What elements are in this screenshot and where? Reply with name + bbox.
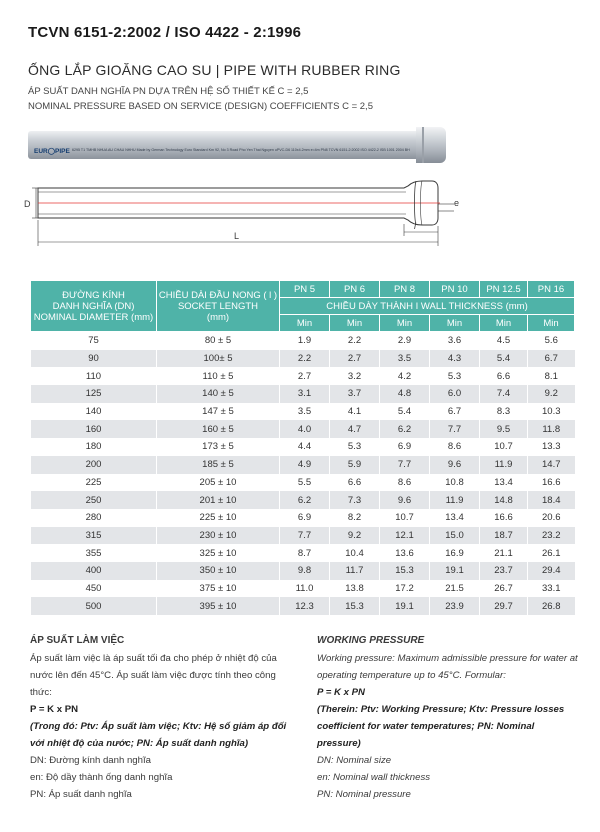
header-min: Min <box>380 315 430 332</box>
cell-nominal-diameter: 315 <box>31 527 157 545</box>
table-row <box>31 367 575 385</box>
cell-wall-thickness: 9.5 <box>480 420 528 438</box>
cell-wall-thickness: 11.0 <box>280 580 330 598</box>
cell-socket-length: 395 ± 10 <box>157 597 280 615</box>
cell-socket-length: 325 ± 10 <box>157 544 280 562</box>
cell-wall-thickness: 5.4 <box>480 350 528 368</box>
cell-wall-thickness: 7.3 <box>330 491 380 509</box>
spec-table <box>30 280 575 615</box>
cell-wall-thickness: 4.7 <box>330 420 380 438</box>
notes-vn-title: ÁP SUẤT LÀM VIỆC <box>30 635 125 646</box>
table-row <box>31 332 575 350</box>
header-pn-8: PN 8 <box>380 281 430 298</box>
cell-wall-thickness: 23.7 <box>480 562 528 580</box>
cell-wall-thickness: 6.2 <box>280 491 330 509</box>
table-row <box>31 491 575 509</box>
cell-wall-thickness: 4.3 <box>430 350 480 368</box>
table-row <box>31 562 575 580</box>
cell-wall-thickness: 21.1 <box>480 544 528 562</box>
product-subtitle: ỐNG LẮP GIOĂNG CAO SU | PIPE WITH RUBBER RING <box>28 62 401 78</box>
label-l-socket: l <box>414 221 416 231</box>
notes-vn-en: en: Độ dầy thành ống danh nghĩa <box>30 772 173 783</box>
cell-socket-length: 201 ± 10 <box>157 491 280 509</box>
notes-en-title: WORKING PRESSURE <box>317 635 425 646</box>
cell-wall-thickness: 5.9 <box>330 456 380 474</box>
cell-wall-thickness: 21.5 <box>430 580 480 598</box>
cell-wall-thickness: 18.4 <box>528 491 575 509</box>
table-row <box>31 544 575 562</box>
table-row <box>31 456 575 474</box>
cell-wall-thickness: 13.8 <box>330 580 380 598</box>
cell-wall-thickness: 1.9 <box>280 332 330 350</box>
cell-wall-thickness: 2.7 <box>280 367 330 385</box>
cell-nominal-diameter: 125 <box>31 385 157 403</box>
cell-wall-thickness: 4.5 <box>480 332 528 350</box>
cell-wall-thickness: 2.2 <box>330 332 380 350</box>
table-row <box>31 350 575 368</box>
notes-en-definitions: (Therein: Ptv: Working Pressure; Ktv: Pressure losses coefficient for water temperatures; PN: Nominal pressure) <box>317 704 565 749</box>
cell-wall-thickness: 6.9 <box>280 509 330 527</box>
cell-wall-thickness: 5.5 <box>280 474 330 492</box>
cell-wall-thickness: 12.1 <box>380 527 430 545</box>
cell-wall-thickness: 7.7 <box>430 420 480 438</box>
cell-wall-thickness: 8.6 <box>380 474 430 492</box>
cell-socket-length: 205 ± 10 <box>157 474 280 492</box>
pipe-brand-print: EUR◯PIPE <box>34 148 70 155</box>
cell-nominal-diameter: 400 <box>31 562 157 580</box>
pressure-note-en: NOMINAL PRESSURE BASED ON SERVICE (DESIGN) COEFFICIENTS C = 2,5 <box>28 101 373 112</box>
cell-wall-thickness: 4.9 <box>280 456 330 474</box>
cell-wall-thickness: 9.8 <box>280 562 330 580</box>
cell-wall-thickness: 2.9 <box>380 332 430 350</box>
notes-vn-formula: P = K x PN <box>30 704 79 715</box>
notes-en-pn: PN: Nominal pressure <box>317 789 411 800</box>
cell-wall-thickness: 13.6 <box>380 544 430 562</box>
cell-wall-thickness: 4.4 <box>280 438 330 456</box>
cell-socket-length: 375 ± 10 <box>157 580 280 598</box>
cell-wall-thickness: 11.8 <box>528 420 575 438</box>
notes-vn-pn: PN: Áp suất danh nghĩa <box>30 789 132 800</box>
cell-wall-thickness: 6.7 <box>430 403 480 421</box>
cell-nominal-diameter: 225 <box>31 474 157 492</box>
cell-wall-thickness: 3.2 <box>330 367 380 385</box>
cell-wall-thickness: 4.0 <box>280 420 330 438</box>
header-min: Min <box>480 315 528 332</box>
cell-socket-length: 140 ± 5 <box>157 385 280 403</box>
label-e: e <box>454 198 460 208</box>
cell-wall-thickness: 4.8 <box>380 385 430 403</box>
notes-en-paragraph: Working pressure: Maximum admissible pressure for water at operating temperature up to 45°C. Formular: <box>317 653 578 681</box>
cell-wall-thickness: 8.3 <box>480 403 528 421</box>
header-min: Min <box>528 315 575 332</box>
cell-wall-thickness: 3.5 <box>280 403 330 421</box>
cell-wall-thickness: 20.6 <box>528 509 575 527</box>
cell-wall-thickness: 14.7 <box>528 456 575 474</box>
cell-wall-thickness: 23.9 <box>430 597 480 615</box>
cell-wall-thickness: 11.9 <box>430 491 480 509</box>
cell-wall-thickness: 4.2 <box>380 367 430 385</box>
pressure-note-vn: ÁP SUẤT DANH NGHĨA PN DỰA TRÊN HỆ SỐ THIẾT KẾ C = 2,5 <box>28 86 309 97</box>
notes-vietnamese <box>30 632 292 803</box>
cell-wall-thickness: 14.8 <box>480 491 528 509</box>
cell-wall-thickness: 26.8 <box>528 597 575 615</box>
cell-wall-thickness: 5.4 <box>380 403 430 421</box>
header-socket-length: CHIỀU DÀI ĐẦU NONG ( l ) SOCKET LENGTH (mm) <box>157 281 280 332</box>
spec-table-body <box>31 332 575 616</box>
cell-wall-thickness: 10.8 <box>430 474 480 492</box>
header-pn-10: PN 10 <box>430 281 480 298</box>
header-min: Min <box>430 315 480 332</box>
cell-wall-thickness: 6.6 <box>330 474 380 492</box>
cell-socket-length: 185 ± 5 <box>157 456 280 474</box>
pipe-technical-drawing <box>24 178 473 253</box>
cell-wall-thickness: 3.6 <box>430 332 480 350</box>
table-row <box>31 597 575 615</box>
cell-wall-thickness: 10.3 <box>528 403 575 421</box>
cell-socket-length: 110 ± 5 <box>157 367 280 385</box>
cell-wall-thickness: 9.6 <box>380 491 430 509</box>
notes-vn-paragraph: Áp suất làm việc là áp suất tối đa cho phép ở nhiệt độ của nước lên đến 45°C. Áp suất làm việc được tính theo công thức: <box>30 653 277 698</box>
cell-wall-thickness: 7.7 <box>280 527 330 545</box>
cell-wall-thickness: 29.7 <box>480 597 528 615</box>
header-min: Min <box>330 315 380 332</box>
notes-en-en: en: Nominal wall thickness <box>317 772 431 783</box>
cell-wall-thickness: 19.1 <box>380 597 430 615</box>
header-pn-5: PN 5 <box>280 281 330 298</box>
header-pn-12-5: PN 12.5 <box>480 281 528 298</box>
cell-wall-thickness: 9.6 <box>430 456 480 474</box>
cell-nominal-diameter: 75 <box>31 332 157 350</box>
cell-socket-length: 80 ± 5 <box>157 332 280 350</box>
header-pn-6: PN 6 <box>330 281 380 298</box>
cell-nominal-diameter: 110 <box>31 367 157 385</box>
cell-wall-thickness: 9.2 <box>528 385 575 403</box>
cell-nominal-diameter: 90 <box>31 350 157 368</box>
cell-wall-thickness: 9.2 <box>330 527 380 545</box>
cell-wall-thickness: 6.2 <box>380 420 430 438</box>
cell-wall-thickness: 15.3 <box>330 597 380 615</box>
cell-wall-thickness: 11.9 <box>480 456 528 474</box>
cell-nominal-diameter: 180 <box>31 438 157 456</box>
cell-wall-thickness: 10.7 <box>480 438 528 456</box>
cell-nominal-diameter: 250 <box>31 491 157 509</box>
cell-wall-thickness: 6.6 <box>480 367 528 385</box>
cell-nominal-diameter: 140 <box>31 403 157 421</box>
cell-wall-thickness: 13.4 <box>430 509 480 527</box>
cell-socket-length: 147 ± 5 <box>157 403 280 421</box>
cell-socket-length: 100± 5 <box>157 350 280 368</box>
cell-socket-length: 225 ± 10 <box>157 509 280 527</box>
cell-wall-thickness: 4.1 <box>330 403 380 421</box>
pipe-photo <box>28 125 446 165</box>
cell-wall-thickness: 6.0 <box>430 385 480 403</box>
table-row <box>31 474 575 492</box>
notes-en-dn: DN: Nominal size <box>317 755 392 766</box>
notes-en-formula: P = K x PN <box>317 687 365 698</box>
cell-wall-thickness: 10.4 <box>330 544 380 562</box>
cell-wall-thickness: 16.6 <box>528 474 575 492</box>
cell-wall-thickness: 26.1 <box>528 544 575 562</box>
cell-socket-length: 230 ± 10 <box>157 527 280 545</box>
notes-vn-dn: DN: Đường kính danh nghĩa <box>30 755 151 766</box>
cell-nominal-diameter: 200 <box>31 456 157 474</box>
table-row <box>31 420 575 438</box>
cell-wall-thickness: 5.3 <box>330 438 380 456</box>
cell-wall-thickness: 7.4 <box>480 385 528 403</box>
pipe-socket <box>416 127 446 163</box>
cell-wall-thickness: 3.7 <box>330 385 380 403</box>
header-wall-thickness: CHIỀU DÀY THÀNH I WALL THICKNESS (mm) <box>280 298 575 315</box>
cell-wall-thickness: 19.1 <box>430 562 480 580</box>
cell-nominal-diameter: 355 <box>31 544 157 562</box>
cell-wall-thickness: 15.0 <box>430 527 480 545</box>
cell-wall-thickness: 8.7 <box>280 544 330 562</box>
cell-wall-thickness: 8.6 <box>430 438 480 456</box>
cell-wall-thickness: 11.7 <box>330 562 380 580</box>
cell-nominal-diameter: 500 <box>31 597 157 615</box>
cell-wall-thickness: 18.7 <box>480 527 528 545</box>
pipe-body <box>28 131 420 159</box>
cell-wall-thickness: 6.9 <box>380 438 430 456</box>
cell-socket-length: 350 ± 10 <box>157 562 280 580</box>
cell-wall-thickness: 16.6 <box>480 509 528 527</box>
cell-wall-thickness: 15.3 <box>380 562 430 580</box>
cell-wall-thickness: 7.7 <box>380 456 430 474</box>
cell-wall-thickness: 2.2 <box>280 350 330 368</box>
notes-vn-definitions: (Trong đó: Ptv: Áp suất làm việc; Ktv: Hệ số giảm áp đối với nhiệt độ của nước; PN: Áp suất danh nghĩa) <box>30 721 287 749</box>
cell-socket-length: 173 ± 5 <box>157 438 280 456</box>
cell-nominal-diameter: 280 <box>31 509 157 527</box>
header-min: Min <box>280 315 330 332</box>
cell-wall-thickness: 33.1 <box>528 580 575 598</box>
cell-wall-thickness: 16.9 <box>430 544 480 562</box>
cell-nominal-diameter: 160 <box>31 420 157 438</box>
cell-wall-thickness: 29.4 <box>528 562 575 580</box>
cell-wall-thickness: 17.2 <box>380 580 430 598</box>
pipe-marking-print: 6295 T1 TMHB NHUA AU CHAU NHHU Made by German Technology Euro Standard Km 92, No 3 Road Pho Yen Thai Nguyen uPVC-D6 110x4.2mm e=4m PN8 TCVN 6151-2:2002 ISO 4422-2 ISB 1001 2004 BH <box>72 148 410 152</box>
table-row <box>31 438 575 456</box>
cell-wall-thickness: 5.6 <box>528 332 575 350</box>
standard-title: TCVN 6151-2:2002 / ISO 4422 - 2:1996 <box>28 24 302 41</box>
header-nominal-diameter: ĐƯỜNG KÍNH DANH NGHĨA (DN) NOMINAL DIAMETER (mm) <box>31 281 157 332</box>
cell-wall-thickness: 13.4 <box>480 474 528 492</box>
cell-wall-thickness: 12.3 <box>280 597 330 615</box>
header-pn-16: PN 16 <box>528 281 575 298</box>
table-row <box>31 385 575 403</box>
label-d: D <box>24 199 31 209</box>
cell-wall-thickness: 8.1 <box>528 367 575 385</box>
notes-english <box>317 632 579 803</box>
table-row <box>31 527 575 545</box>
cell-socket-length: 160 ± 5 <box>157 420 280 438</box>
label-l-total: L <box>234 231 240 241</box>
cell-wall-thickness: 5.3 <box>430 367 480 385</box>
cell-wall-thickness: 23.2 <box>528 527 575 545</box>
cell-wall-thickness: 8.2 <box>330 509 380 527</box>
cell-wall-thickness: 10.7 <box>380 509 430 527</box>
cell-wall-thickness: 6.7 <box>528 350 575 368</box>
cell-wall-thickness: 26.7 <box>480 580 528 598</box>
table-row <box>31 580 575 598</box>
cell-wall-thickness: 13.3 <box>528 438 575 456</box>
cell-wall-thickness: 2.7 <box>330 350 380 368</box>
cell-nominal-diameter: 450 <box>31 580 157 598</box>
cell-wall-thickness: 3.5 <box>380 350 430 368</box>
cell-wall-thickness: 3.1 <box>280 385 330 403</box>
table-row <box>31 403 575 421</box>
table-row <box>31 509 575 527</box>
